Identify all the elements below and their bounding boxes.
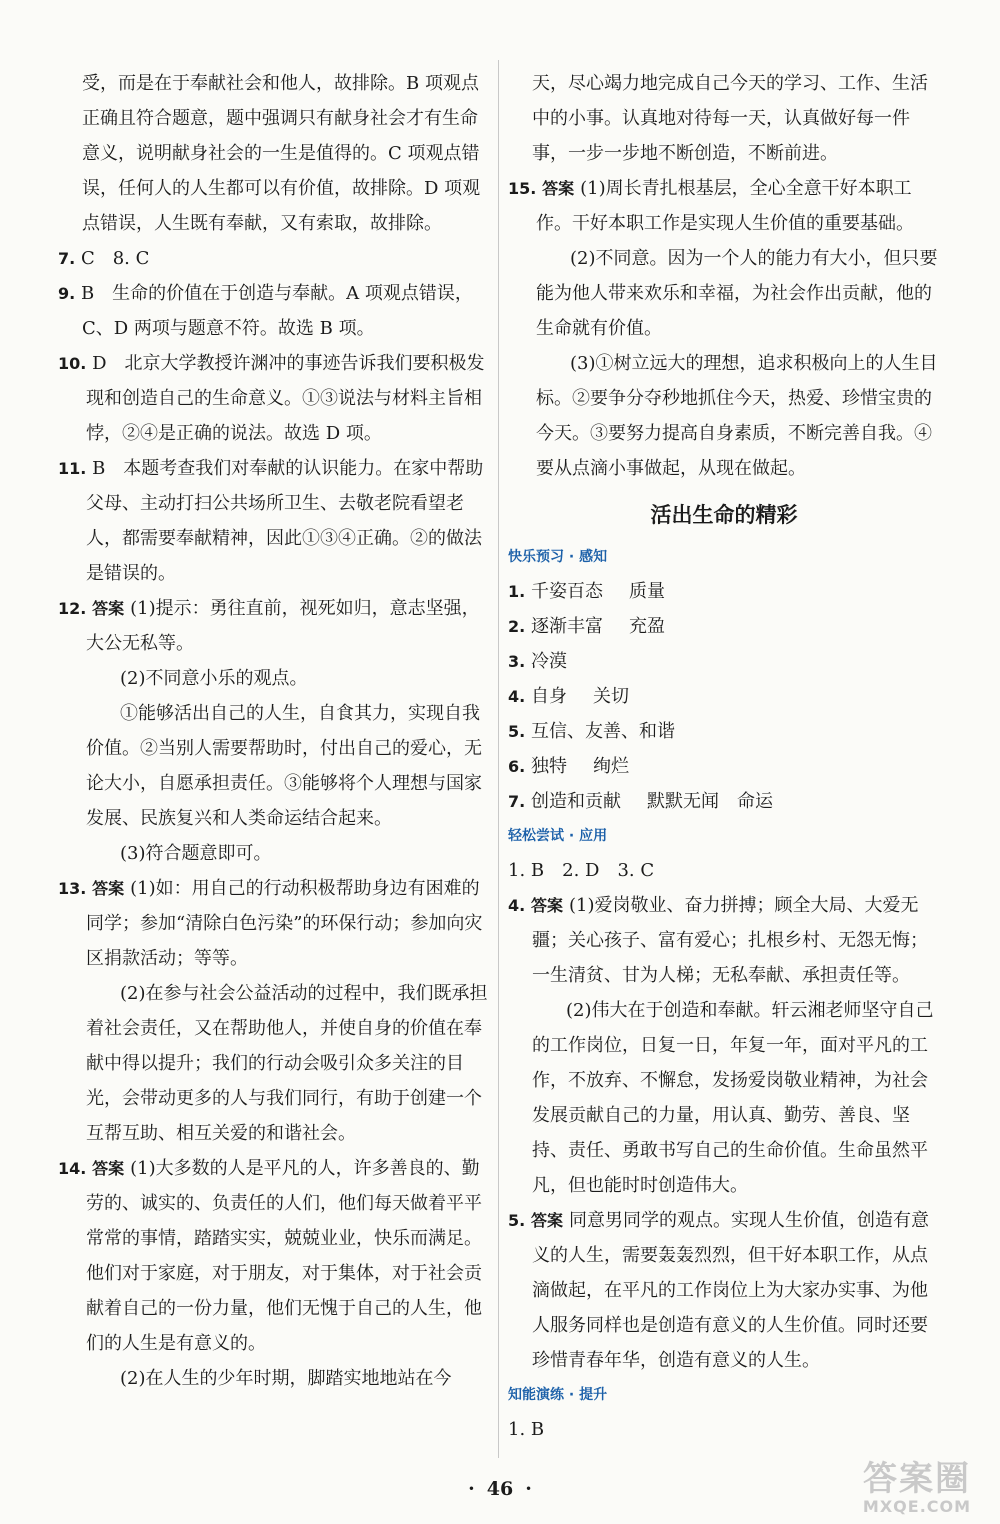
answer-paragraph xyxy=(508,993,940,1203)
answer-paragraph xyxy=(58,976,490,1151)
answer-paragraph xyxy=(58,696,490,836)
question-number: 3. xyxy=(508,652,526,671)
dot-icon: · xyxy=(525,1478,532,1500)
answer-paragraph xyxy=(508,66,940,171)
answer-text: (1)如：用自己的行动积极帮助身边有困难的同学；参加“清除白色污染”的环保行动；参加向灾区捐款活动；等等。 xyxy=(86,878,483,969)
answer-text: 受，而是在于奉献社会和他人，故排除。B 项观点正确且符合题意，题中强调只有献身社会才有生命意义，说明献身社会的一生是值得的。C 项观点错误，任何人的人生都可以有价值，故排除。D 项观点错误，人生既有奉献，又有索取，故排除。 xyxy=(82,73,481,234)
answer-text: 逐渐丰富 xyxy=(530,616,603,637)
question-number: 12. xyxy=(58,599,87,618)
answer-text: 绚烂 xyxy=(592,756,629,777)
question-number: 15. xyxy=(508,179,537,198)
answer-keyword: 答案 xyxy=(92,1159,125,1178)
question-number: 1. xyxy=(508,582,526,601)
answer-text: 默默无闻 命运 xyxy=(646,791,773,812)
watermark-logo xyxy=(842,1460,992,1520)
answer-keyword: 答案 xyxy=(92,599,125,618)
answer-text: (3)符合题意即可。 xyxy=(120,843,272,864)
preview-item xyxy=(508,749,940,784)
answer-text: 质量 xyxy=(628,581,665,602)
question-number: 4. xyxy=(508,896,526,915)
question-number: 10. xyxy=(58,354,87,373)
answer-text: (1)爱岗敬业、奋力拼搏；顾全大局、大爱无疆；关心孩子、富有爱心；扎根乡村、无怨无悔；一生清贫、甘为人梯；无私奉献、承担责任等。 xyxy=(532,895,928,986)
question-number: 4. xyxy=(508,687,526,706)
answer-text: (1)大多数的人是平凡的人，许多善良的、勤劳的、诚实的、负责任的人们，他们每天做着平平常常的事情，踏踏实实，兢兢业业，快乐而满足。他们对于家庭，对于朋友，对于集体，对于社会贡献着自己的一份力量，他们无愧于自己的人生，他们的人生是有意义的。 xyxy=(86,1158,482,1354)
question-number: 9. xyxy=(58,284,76,303)
answer-keyword: 答案 xyxy=(530,896,563,915)
question-number: 11. xyxy=(58,459,87,478)
answer-paragraph xyxy=(58,66,490,241)
answer-paragraph xyxy=(58,1361,490,1396)
question-number: 7. xyxy=(58,249,76,268)
answer-text: (2)在参与社会公益活动的过程中，我们既承担着社会责任，又在帮助他人，并使自身的价值在奉献中得以提升；我们的行动会吸引众多关注的目光，会带动更多的人与我们同行，有助于创建一个互帮互助、相互关爱的和谐社会。 xyxy=(86,983,488,1144)
answer-text: (3)①树立远大的理想，追求积极向上的人生目标。②要争分夺秒地抓住今天，热爱、珍惜宝贵的今天。③要努力提高自身素质，不断完善自我。④要从点滴小事做起，从现在做起。 xyxy=(536,353,938,479)
preview-item xyxy=(508,784,940,819)
answer-text: 创造和贡献 xyxy=(530,791,621,812)
answer-paragraph xyxy=(58,346,490,451)
answer-paragraph xyxy=(508,1203,940,1378)
answer-keyword: 答案 xyxy=(530,1211,563,1230)
section-title: 活出生命的精彩 xyxy=(650,503,798,527)
answer-text: 天，尽心竭力地完成自己今天的学习、工作、生活中的小事。认真地对待每一天，认真做好每一件事，一步一步地不断创造，不断前进。 xyxy=(532,73,928,164)
page-number-text: 46 xyxy=(486,1478,514,1500)
answer-paragraph xyxy=(58,836,490,871)
answer-paragraph xyxy=(58,276,490,346)
answer-paragraph xyxy=(58,591,490,661)
answer-text: ①能够活出自己的人生，自食其力，实现自我价值。②当别人需要帮助时，付出自己的爱心，无论大小，自愿承担责任。③能够将个人理想与国家发展、民族复兴和人类命运结合起来。 xyxy=(86,703,482,829)
question-number: 2. xyxy=(508,617,526,636)
question-number: 5. xyxy=(508,1211,526,1230)
column-divider xyxy=(498,60,499,1458)
preview-item xyxy=(508,574,940,609)
preview-item xyxy=(508,644,940,679)
answer-text: (1)提示：勇往直前，视死如归，意志坚强，大公无私等。 xyxy=(86,598,480,654)
question-number: 5. xyxy=(508,722,526,741)
preview-list xyxy=(508,574,940,819)
preview-item xyxy=(508,714,940,749)
practice-mc-answers: 1. B xyxy=(508,1419,545,1440)
answer-paragraph xyxy=(508,346,940,486)
left-column xyxy=(58,66,490,1396)
answer-paragraph xyxy=(58,241,490,276)
try-heading: 轻松尝试 · 应用 xyxy=(508,828,608,844)
answer-text: 充盈 xyxy=(628,616,665,637)
answer-text: (1)周长青扎根基层，全心全意干好本职工作。干好本职工作是实现人生价值的重要基础。 xyxy=(536,178,914,234)
answer-text: 互信、友善、和谐 xyxy=(530,721,675,742)
try-mc-answers: 1. B 2. D 3. C xyxy=(508,860,655,881)
answer-text: 冷漠 xyxy=(530,651,567,672)
dot-icon: · xyxy=(468,1478,475,1500)
answer-text: C 8. C xyxy=(80,248,150,269)
question-number: 13. xyxy=(58,879,87,898)
answer-paragraph xyxy=(58,451,490,591)
question-number: 7. xyxy=(508,792,526,811)
answer-text: 独特 xyxy=(530,756,567,777)
answer-paragraph xyxy=(58,661,490,696)
answer-text: (2)不同意。因为一个人的能力有大小，但只要能为他人带来欢乐和幸福，为社会作出贡献，他的生命就有价值。 xyxy=(536,248,938,339)
answer-text: B 本题考查我们对奉献的认识能力。在家中帮助父母、主动打扫公共场所卫生、去敬老院看望老人，都需要奉献精神，因此①③④正确。②的做法是错误的。 xyxy=(86,458,484,584)
watermark-url: MXQE.COM xyxy=(862,1497,972,1516)
watermark-text: 答案圈 xyxy=(863,1459,971,1499)
answer-keyword: 答案 xyxy=(542,179,575,198)
answer-text: B 生命的价值在于创造与奉献。A 项观点错误，C、D 两项与题意不符。故选 B 项。 xyxy=(80,283,473,339)
answer-paragraph xyxy=(58,871,490,976)
preview-item xyxy=(508,609,940,644)
answer-text: 自身 xyxy=(530,686,567,707)
try-answers xyxy=(508,888,940,1378)
preview-heading: 快乐预习 · 感知 xyxy=(508,549,608,565)
answer-text: (2)不同意小乐的观点。 xyxy=(120,668,308,689)
preview-item xyxy=(508,679,940,714)
answer-text: (2)伟大在于创造和奉献。轩云湘老师坚守自己的工作岗位，日复一日，年复一年，面对平凡的工作，不放弃、不懈怠，发扬爱岗敬业精神，为社会发展贡献自己的力量，用认真、勤劳、善良、坚持、责任、勇敢书写自己的生命价值。生命虽然平凡，但也能时时创造伟大。 xyxy=(532,1000,934,1196)
answer-keyword: 答案 xyxy=(92,879,125,898)
answer-paragraph xyxy=(58,1151,490,1361)
answer-text: 千姿百态 xyxy=(530,581,603,602)
question-number: 14. xyxy=(58,1159,87,1178)
question-number: 6. xyxy=(508,757,526,776)
practice-heading: 知能演练 · 提升 xyxy=(508,1387,608,1403)
answer-text: 同意男同学的观点。实现人生价值，创造有意义的人生，需要轰轰烈烈，但干好本职工作，从点滴做起，在平凡的工作岗位上为大家办实事、为他人服务同样也是创造有意义的人生价值。同时还要珍惜青春年华，创造有意义的人生。 xyxy=(532,1210,929,1371)
right-column xyxy=(508,66,940,1447)
answer-text: (2)在人生的少年时期，脚踏实地地站在今 xyxy=(120,1368,452,1389)
answer-text: D 北京大学教授许渊冲的事迹告诉我们要积极发现和创造自己的生命意义。①③说法与材料主旨相悖，②④是正确的说法。故选 D 项。 xyxy=(86,353,485,444)
answer-text: 关切 xyxy=(592,686,629,707)
answer-paragraph xyxy=(508,888,940,993)
answer-paragraph xyxy=(508,241,940,346)
answer-paragraph xyxy=(508,171,940,241)
right-column-answers xyxy=(508,66,940,486)
